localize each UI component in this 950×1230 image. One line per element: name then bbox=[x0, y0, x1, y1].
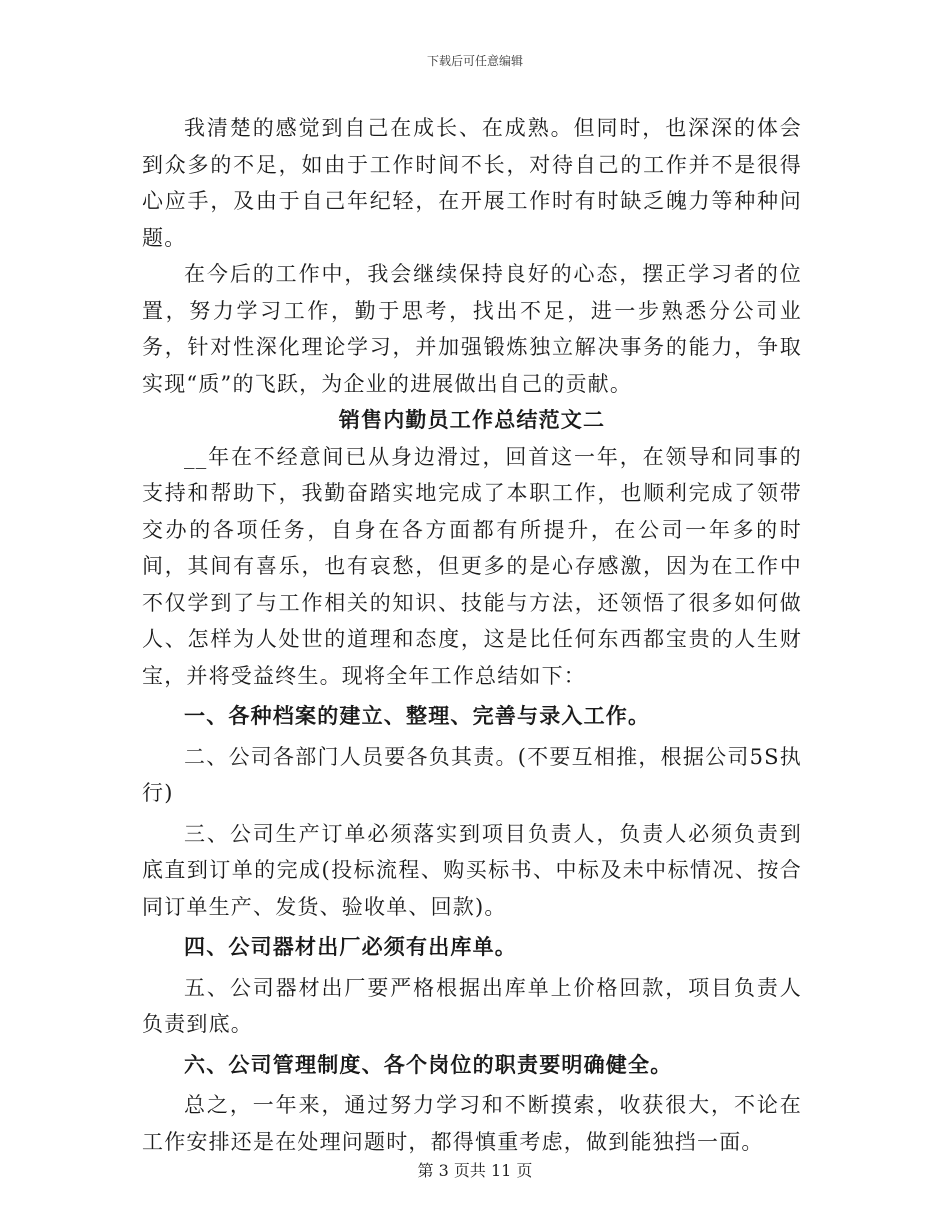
paragraph: 总之，一年来，通过努力学习和不断摸索，收获很大，不论在工作安排还是在处理问题时，都得慎重考虑，做到能独挡一面。 bbox=[142, 1093, 802, 1154]
paragraph: 在今后的工作中，我会继续保持良好的心态，摆正学习者的位置，努力学习工作，勤于思考，找出不足，进一步熟悉分公司业务，针对性深化理论学习，并加强锻炼独立解决事务的能力，争取实现“质”的飞跃，为企业的进展做出自己的贡献。 bbox=[142, 262, 802, 396]
list-item: 三、公司生产订单必须落实到项目负责人，负责人必须负责到底直到订单的完成(投标流程、购买标书、中标及未中标情况、按合同订单生产、发货、验收单、回款)。 bbox=[142, 821, 802, 919]
list-item: 一、各种档案的建立、整理、完善与录入工作。 bbox=[184, 703, 651, 728]
section-title: 销售内勤员工作总结范文二 bbox=[338, 407, 606, 432]
page-footer: 第 3 页共 11 页 bbox=[417, 1161, 533, 1180]
list-item: 六、公司管理制度、各个岗位的职责要明确健全。 bbox=[184, 1051, 673, 1077]
list-item: 二、公司各部门人员要各负其责。(不要互相推，根据公司5S执行) bbox=[142, 744, 802, 805]
paragraph: 我清楚的感觉到自己在成长、在成熟。但同时，也深深的体会到众多的不足，如由于工作时间不长，对待自己的工作并不是很得心应手，及由于自己年纪轻，在开展工作时有时缺乏魄力等种种问题。 bbox=[142, 116, 802, 250]
list-item: 四、公司器材出厂必须有出库单。 bbox=[184, 934, 517, 959]
page-header: 下载后可任意编辑 bbox=[426, 54, 523, 68]
document-body bbox=[142, 110, 802, 1160]
list-item: 五、公司器材出厂要严格根据出库单上价格回款，项目负责人负责到底。 bbox=[142, 975, 802, 1036]
paragraph: __年在不经意间已从身边滑过，回首这一年，在领导和同事的支持和帮助下，我勤奋踏实地完成了本职工作，也顺利完成了领带交办的各项任务，自身在各方面都有所提升，在公司一年多的时间，其间有喜乐，也有哀愁，但更多的是心存感激，因为在工作中不仅学到了与工作相关的知识、技能与方法，还领悟了很多如何做人、怎样为人处世的道理和态度，这是比任何东西都宝贵的人生财宝，并将受益终生。现将全年工作总结如下： bbox=[142, 444, 802, 688]
